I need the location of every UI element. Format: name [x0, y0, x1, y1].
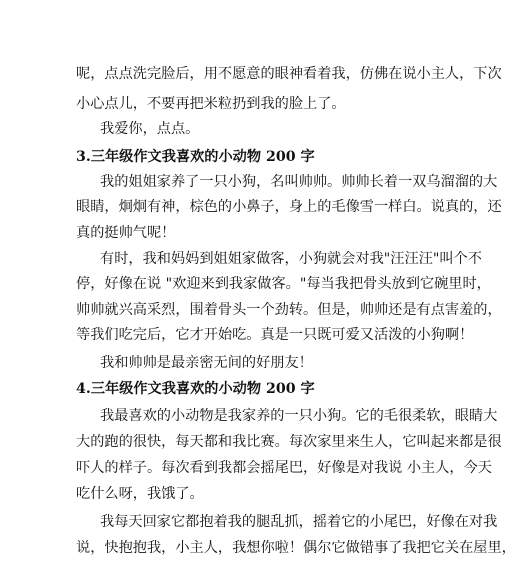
section-heading: 3.三年级作文我喜欢的小动物 200 字: [76, 149, 315, 165]
paragraph-line: 真的挺帅气呢！: [76, 225, 176, 241]
paragraph-line: 吃什么呀，我饿了。: [76, 486, 204, 502]
paragraph-line: 等我们吃完后，它才开始吃。真是一只既可爱又活泼的小狗啊！: [76, 327, 474, 343]
paragraph-line: 我的姐姐家养了一只小狗，名叫帅帅。帅帅长着一双乌溜溜的大: [100, 174, 498, 190]
paragraph-line: 停，好像在说 "欢迎来到我家做客。"每当我把骨头放到它碗里时，: [76, 276, 491, 292]
paragraph-line: 有时，我和妈妈到姐姐家做客，小狗就会对我"汪汪汪"叫个不: [100, 251, 482, 267]
paragraph-line: 我每天回家它都抱着我的腿乱抓，摇着它的小尾巴，好像在对我: [100, 514, 498, 530]
paragraph-line: 我爱你，点点。: [100, 121, 200, 137]
paragraph-line: 呢，点点洗完脸后，用不愿意的眼神看着我，仿佛在说小主人，下次: [76, 66, 502, 82]
paragraph-line: 帅帅就兴高采烈，围着骨头一个劲转。但是，帅帅还是有点害羞的，: [76, 302, 502, 318]
paragraph-line: 吓人的样子。每次看到我都会摇尾巴，好像是对我说 小主人，今天: [76, 460, 492, 476]
paragraph-line: 小心点儿，不要再把米粒扔到我的脸上了。: [76, 96, 346, 112]
paragraph-line: 我和帅帅是最亲密无间的好朋友！: [100, 355, 313, 371]
paragraph-line: 大的跑的很快，每天都和我比赛。每次家里来生人，它叫起来都是很: [76, 434, 502, 450]
paragraph-line: 说，快抱抱我，小主人，我想你啦！偶尔它做错事了我把它关在屋里，: [76, 540, 516, 556]
section-heading: 4.三年级作文我喜欢的小动物 200 字: [76, 381, 315, 397]
paragraph-line: 眼睛，炯炯有神，棕色的小鼻子，身上的毛像雪一样白。说真的，还: [76, 199, 502, 215]
paragraph-line: 我最喜欢的小动物是我家养的一只小狗。它的毛很柔软，眼睛大: [100, 408, 498, 424]
